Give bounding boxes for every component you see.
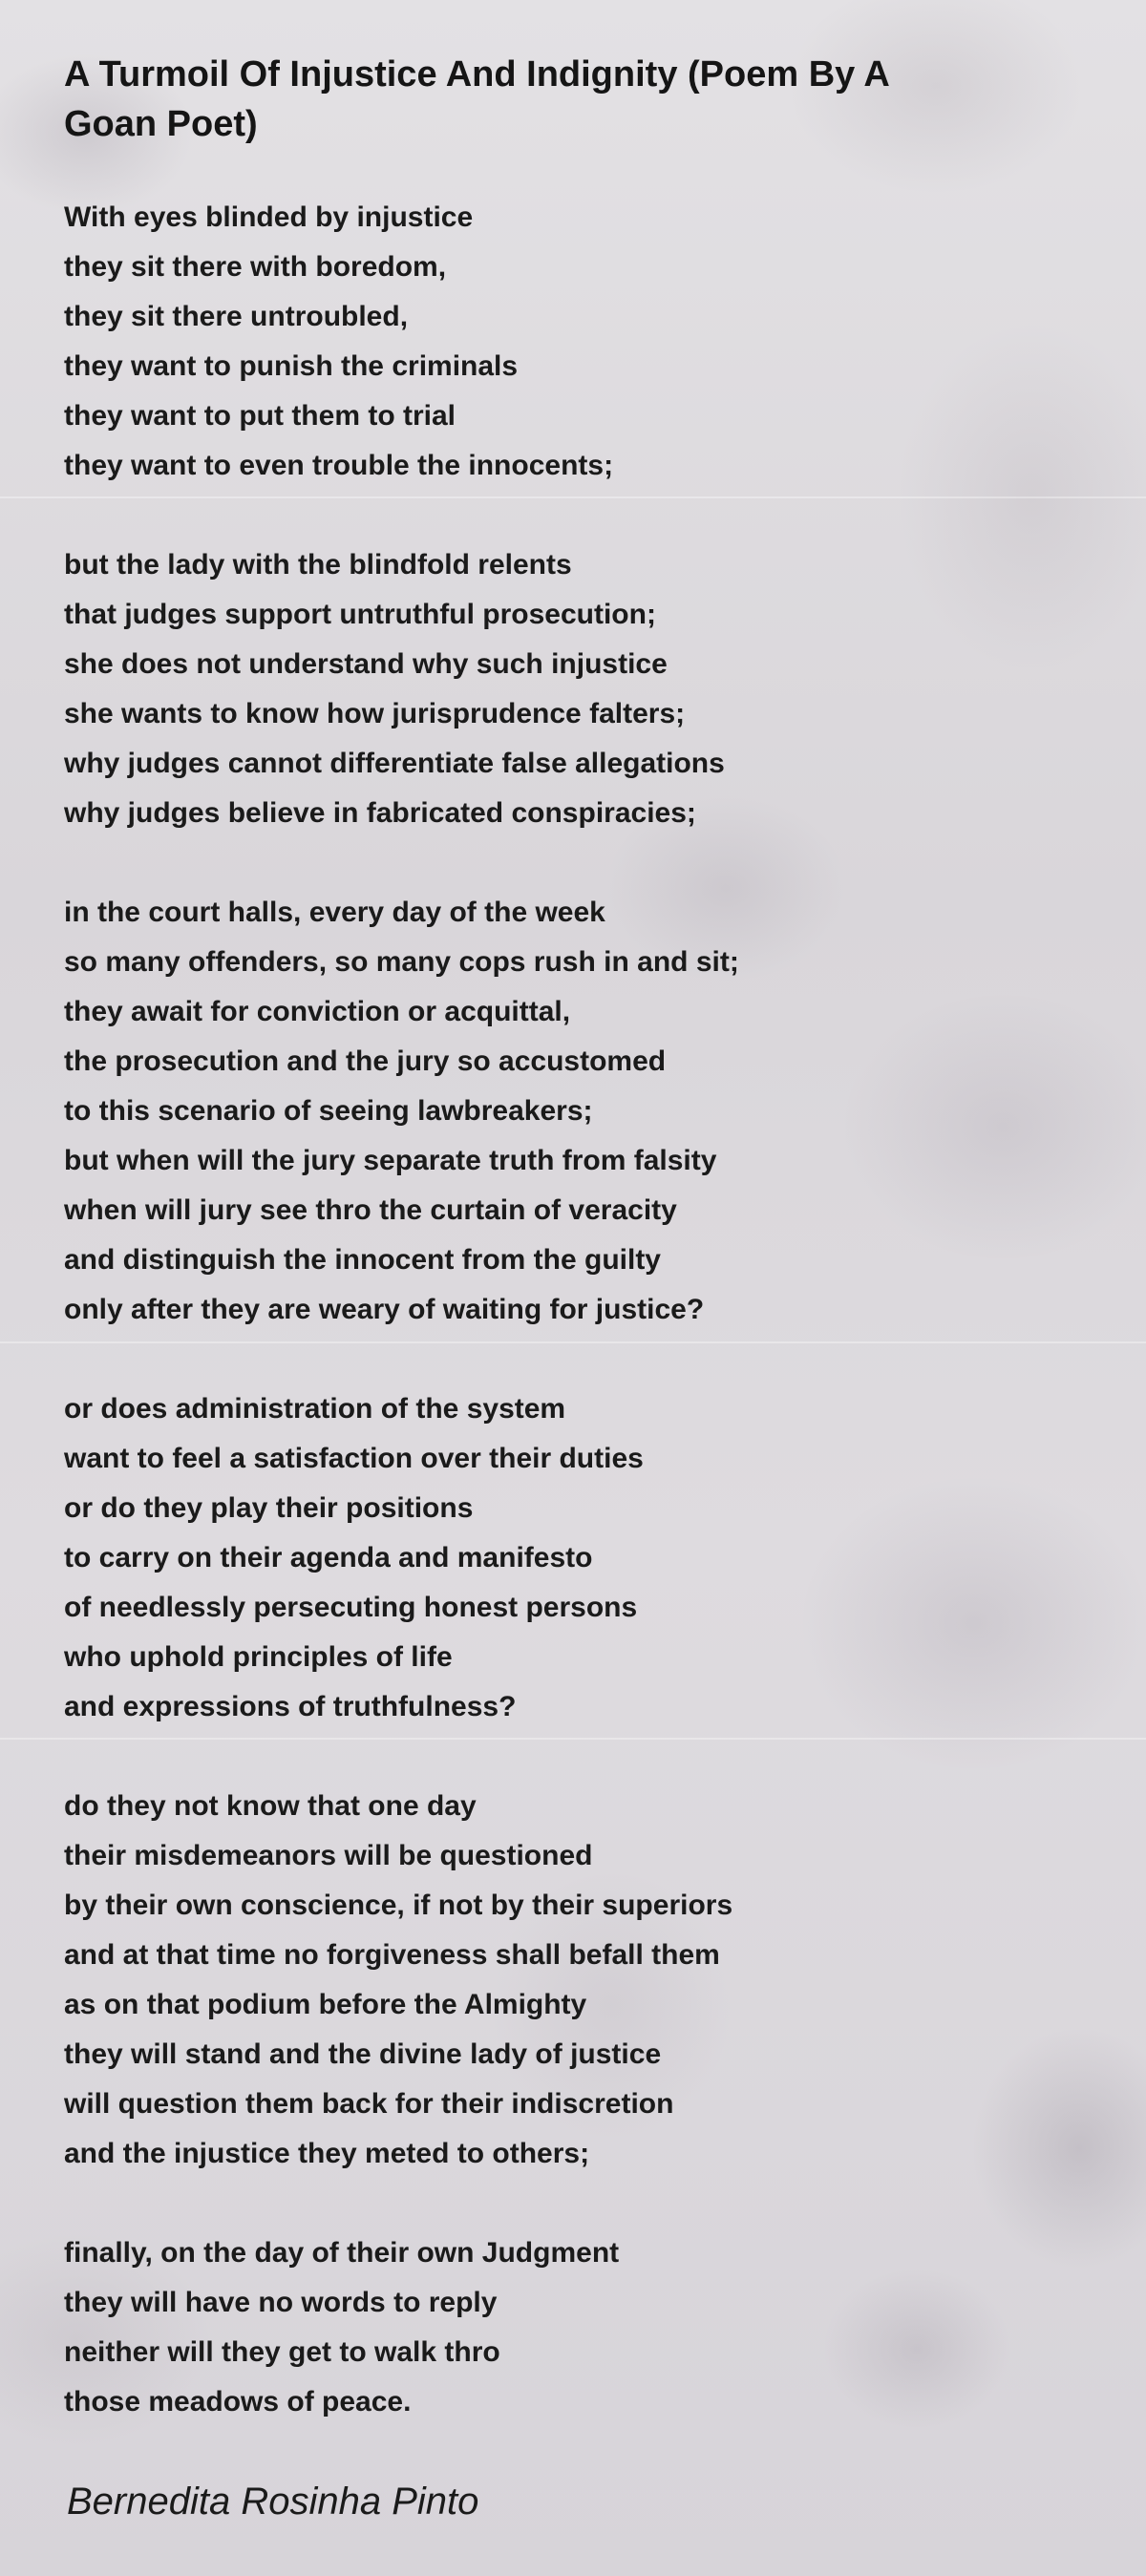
poem-line: they will stand and the divine lady of justice: [64, 2038, 662, 2070]
poem-stanza: [64, 540, 1095, 838]
poem-line: the prosecution and the jury so accustomed: [64, 1045, 667, 1077]
poem-line: she wants to know how jurisprudence falters;: [64, 698, 686, 729]
poem-line: by their own conscience, if not by their superiors: [64, 1890, 733, 1921]
poem-line: of needlessly persecuting honest persons: [64, 1592, 638, 1623]
poem-line: only after they are weary of waiting for justice?: [64, 1294, 705, 1325]
poem-line: and at that time no forgiveness shall befall them: [64, 1939, 720, 1971]
poem-line: so many offenders, so many cops rush in and sit;: [64, 946, 739, 978]
poem-line: do they not know that one day: [64, 1790, 477, 1822]
poem-line: they sit there with boredom,: [64, 251, 447, 283]
poem-line: they await for conviction or acquittal,: [64, 996, 571, 1027]
poem-line: to carry on their agenda and manifesto: [64, 1542, 593, 1573]
poem-line: and distinguish the innocent from the guilty: [64, 1244, 661, 1276]
poem-line: those meadows of peace.: [64, 2386, 412, 2418]
poem-line: will question them back for their indiscretion: [64, 2088, 674, 2120]
poem-line: neither will they get to walk thro: [64, 2336, 500, 2368]
poem-author: Bernedita Rosinha Pinto: [67, 2481, 479, 2523]
poem-line: why judges cannot differentiate false allegations: [64, 748, 725, 779]
poem-body: [64, 193, 1095, 2427]
poem-line: they want to punish the criminals: [64, 350, 519, 382]
poem-line: she does not understand why such injustice: [64, 648, 668, 680]
poem-line: they will have no words to reply: [64, 2287, 498, 2318]
poem-line: or do they play their positions: [64, 1492, 474, 1524]
poem-line: or does administration of the system: [64, 1393, 566, 1425]
poem-line: as on that podium before the Almighty: [64, 1989, 587, 2020]
poem-line: and the injustice they meted to others;: [64, 2138, 590, 2169]
poem-line: why judges believe in fabricated conspiracies;: [64, 797, 696, 829]
poem-card: [64, 50, 1095, 2477]
poem-line: they sit there untroubled,: [64, 301, 409, 332]
poem-stanza: [64, 1782, 1095, 2179]
poem-stanza: [64, 193, 1095, 491]
poem-line: they want to even trouble the innocents;: [64, 450, 614, 481]
poem-stanza: [64, 2228, 1095, 2427]
poem-line: when will jury see thro the curtain of veracity: [64, 1194, 677, 1226]
poem-line: With eyes blinded by injustice: [64, 201, 474, 233]
poem-line: that judges support untruthful prosecution;: [64, 599, 656, 630]
poem-line: but the lady with the blindfold relents: [64, 549, 572, 581]
poem-line: in the court halls, every day of the week: [64, 897, 605, 928]
poem-line: and expressions of truthfulness?: [64, 1691, 517, 1722]
poem-title: A Turmoil Of Injustice And Indignity (Poem By A Goan Poet): [64, 54, 889, 144]
poem-stanza: [64, 1384, 1095, 1732]
poem-line: to this scenario of seeing lawbreakers;: [64, 1095, 593, 1127]
poem-stanza: [64, 888, 1095, 1335]
poem-line: finally, on the day of their own Judgment: [64, 2237, 620, 2269]
poem-line: they want to put them to trial: [64, 400, 456, 432]
poem-line: but when will the jury separate truth from falsity: [64, 1145, 717, 1176]
poem-line: who uphold principles of life: [64, 1641, 453, 1673]
poem-line: want to feel a satisfaction over their duties: [64, 1443, 644, 1474]
poem-line: their misdemeanors will be questioned: [64, 1840, 593, 1871]
